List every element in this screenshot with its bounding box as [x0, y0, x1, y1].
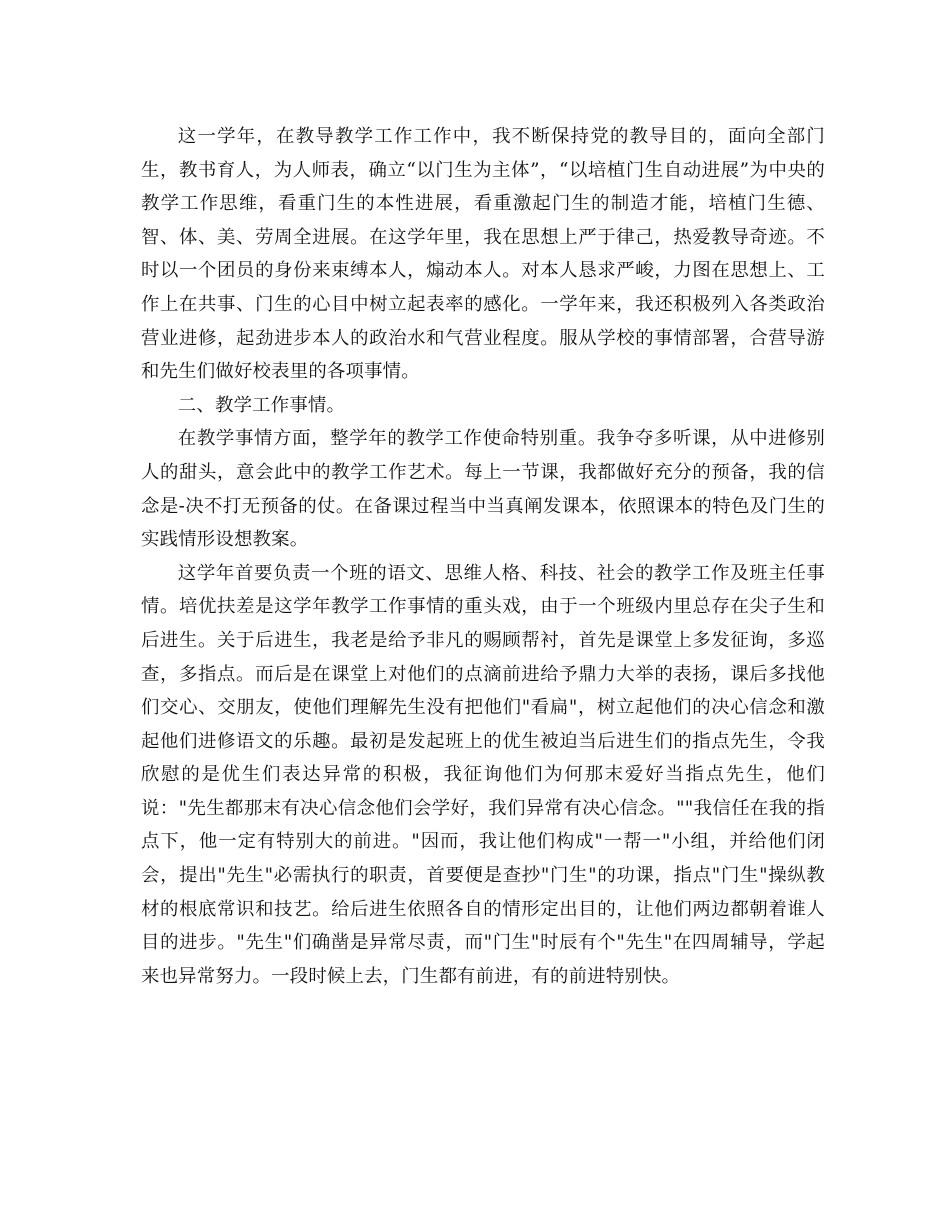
document-page	[141, 120, 825, 993]
paragraph-intro: 这一学年，在教导教学工作工作中，我不断保持党的教导目的，面向全部门生，教书育人，为人师表，确立“以门生为主体”，“以培植门生自动进展”为中央的教学工作思维，看重门生的本性进展，看重激起门生的制造才能，培植门生德、智、体、美、劳周全进展。在这学年里，我在思想上严于律己，热爱教导奇迹。不时以一个团员的身份来束缚本人，煽动本人。对本人恳求严峻，力图在思想上、工作上在共事、门生的心目中树立起表率的感化。一学年来，我还积极列入各类政治营业进修，起劲进步本人的政治水和气营业程度。服从学校的事情部署，合营导游和先生们做好校表里的各项事情。	[141, 126, 825, 383]
paragraph-teaching: 在教学事情方面，整学年的教学工作使命特别重。我争夺多听课，从中进修别人的甜头，意会此中的教学工作艺术。每上一节课，我都做好充分的预备，我的信念是-决不打无预备的仗。在备课过程当中当真阐发课本，依照课本的特色及门生的实践情形设想教案。	[141, 428, 825, 551]
paragraph-class-duties: 这学年首要负责一个班的语文、思维人格、科技、社会的教学工作及班主任事情。培优扶差是这学年教学工作事情的重头戏，由于一个班级内里总存在尖子生和后进生。关于后进生，我老是给予非凡的赐顾帮衬，首先是课堂上多发征询，多巡查，多指点。而后是在课堂上对他们的点滴前进给予鼎力大举的表扬，课后多找他们交心、交朋友，使他们理解先生没有把他们"看扁"，树立起他们的决心信念和激起他们进修语文的乐趣。最初是发起班上的优生被迫当后进生们的指点先生，令我欣慰的是优生们表达异常的积极，我征询他们为何那末爱好当指点先生，他们说："先生都那末有决心信念他们会学好，我们异常有决心信念。""我信任在我的指点下，他一定有特别大的前进。"因而，我让他们构成"一帮一"小组，并给他们闭会，提出"先生"必需执行的职责，首要便是查抄"门生"的功课，指点"门生"操纵教材的根底常识和技艺。给后进生依照各自的情形定出目的，让他们两边都朝着谁人目的进步。"先生"们确凿是异常尽责，而"门生"时辰有个"先生"在四周辅导，学起来也异常努力。一段时候上去，门生都有前进，有的前进特别快。	[141, 562, 825, 987]
section-heading-teaching-work: 二、教学工作事情。	[177, 394, 346, 416]
